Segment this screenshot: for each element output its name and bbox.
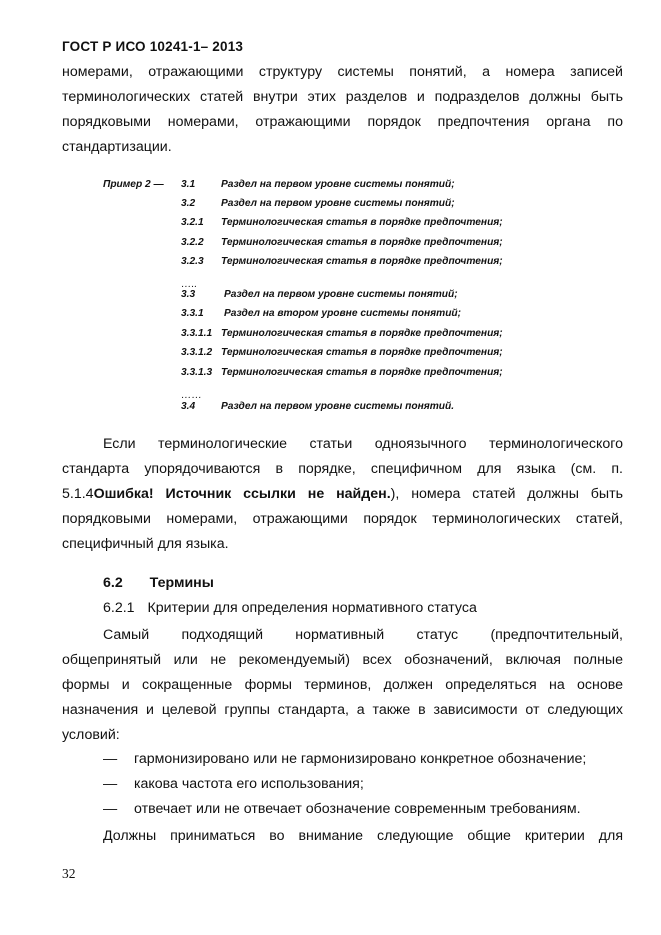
example-item-text: Терминологическая статья в порядке предпочтения; xyxy=(221,347,503,358)
broken-reference-error: Ошибка! Источник ссылки не найден. xyxy=(93,486,391,502)
reference-suffix: ), номера статей должны быть xyxy=(390,486,623,502)
paragraph-line: назначения и целевой группы стандарта, а также в зависимости от следующих xyxy=(62,702,623,718)
paragraph-line: стандарта упорядочиваются в порядке, специфичном для языка (см. п. xyxy=(62,461,623,477)
paragraph-line: общепринятый или не рекомендуемый) всех обозначений, включая полные xyxy=(62,652,623,668)
bullet-item: отвечает или не отвечает обозначение современным требованиям. xyxy=(134,801,581,817)
example-item-number: 3.2.1 xyxy=(181,217,204,228)
example-item-number: 3.3.1.3 xyxy=(181,367,213,378)
paragraph-status xyxy=(62,623,623,748)
paragraph-line: порядковыми номерами, отражающими порядок терминологических статей, xyxy=(62,511,623,527)
example-item-number: 3.3 xyxy=(181,289,196,300)
example-item-number: 3.2.2 xyxy=(181,237,204,248)
paragraph-line: Должны приниматься во внимание следующие общие критерии для xyxy=(103,828,623,844)
example-item-text: Терминологическая статья в порядке предпочтения; xyxy=(221,237,503,248)
paragraph-line: специфичный для языка. xyxy=(62,536,229,552)
example-item-text: Терминологическая статья в порядке предпочтения; xyxy=(221,367,503,378)
section-heading xyxy=(103,575,214,591)
intro-line: номерами, отражающими структуру системы понятий, а номера записей xyxy=(62,64,623,80)
example-ellipsis: ….. xyxy=(181,278,198,290)
example-item-number: 3.3.1.1 xyxy=(181,328,213,339)
section-title: Термины xyxy=(149,575,214,591)
subsection-number: 6.2.1 xyxy=(103,600,135,616)
example-item-text: Терминологическая статья в порядке предпочтения; xyxy=(221,328,503,339)
example-item-number: 3.3.1.2 xyxy=(181,347,213,358)
subsection-title: Критерии для определения нормативного статуса xyxy=(147,600,477,616)
intro-line: терминологических статей внутри этих разделов и подразделов должны быть xyxy=(62,89,623,105)
example-item-text: Терминологическая статья в порядке предпочтения; xyxy=(221,256,503,267)
example-item-number: 3.3.1 xyxy=(181,308,204,319)
paragraph-line: формы и сокращенные формы терминов, должен определяться на основе xyxy=(62,677,623,693)
example-item-text: Раздел на первом уровне системы понятий; xyxy=(221,179,455,190)
example-item-text: Терминологическая статья в порядке предпочтения; xyxy=(221,217,503,228)
paragraph-line: условий: xyxy=(62,727,120,743)
example-item-number: 3.2 xyxy=(181,198,196,209)
section-number: 6.2 xyxy=(103,575,123,591)
paragraph-ordering xyxy=(62,432,623,557)
document-header: ГОСТ Р ИСО 10241-1– 2013 xyxy=(62,39,244,54)
bullet-dash: — xyxy=(103,751,118,767)
bullet-dash: — xyxy=(103,776,118,792)
example-item-number: 3.1 xyxy=(181,179,196,190)
example-item-number: 3.2.3 xyxy=(181,256,204,267)
bullet-item: гармонизировано или не гармонизировано конкретное обозначение; xyxy=(134,751,587,767)
example-item-text: Раздел на первом уровне системы понятий; xyxy=(224,289,458,300)
example-item-text: Раздел на втором уровне системы понятий; xyxy=(224,308,462,319)
example-item-text: Раздел на первом уровне системы понятий. xyxy=(221,401,455,412)
paragraph-line xyxy=(62,482,623,507)
example-item-number: 3.4 xyxy=(181,401,196,412)
paragraph-line: Если терминологические статьи одноязычного терминологического xyxy=(103,436,623,452)
example-label: Пример 2 — xyxy=(103,179,164,190)
subsection-heading xyxy=(103,600,477,616)
intro-line: стандартизации. xyxy=(62,139,172,155)
intro-line: порядковыми номерами, отражающими порядок предпочтения органа по xyxy=(62,114,623,130)
intro-paragraph xyxy=(62,60,623,160)
paragraph-criteria xyxy=(62,824,623,849)
example-ellipsis: …… xyxy=(181,389,202,401)
bullet-dash: — xyxy=(103,801,118,817)
page-number: 32 xyxy=(62,866,76,881)
paragraph-line: Самый подходящий нормативный статус (предпочтительный, xyxy=(103,627,623,643)
reference-number: 5.1.4 xyxy=(62,486,94,502)
example-item-text: Раздел на первом уровне системы понятий; xyxy=(221,198,455,209)
bullet-item: какова частота его использования; xyxy=(134,776,364,792)
